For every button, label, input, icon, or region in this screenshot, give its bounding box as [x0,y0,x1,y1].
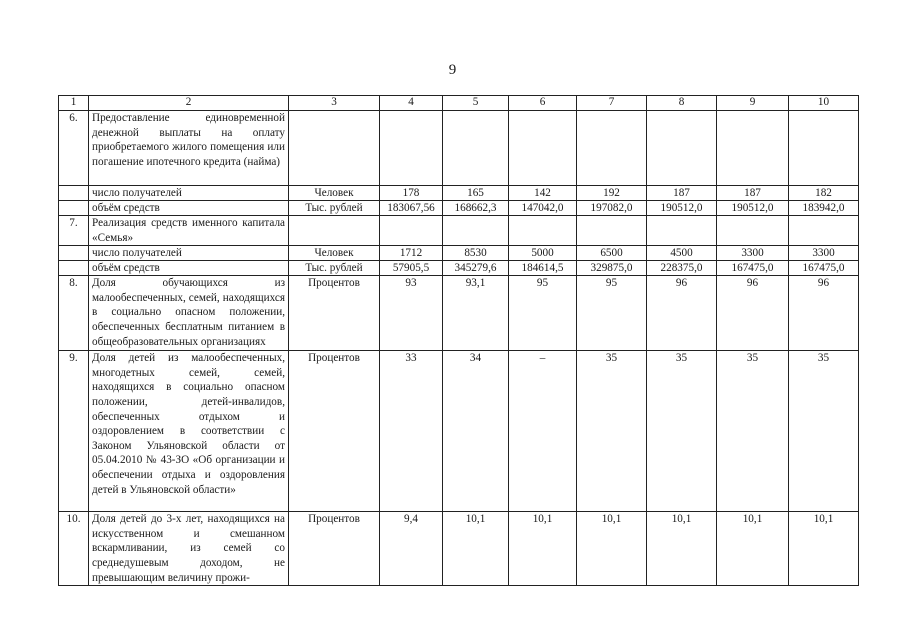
value-cell: 5000 [509,246,577,261]
row-number: 6. [59,111,89,186]
row-number: 10. [59,512,89,586]
column-header: 7 [577,96,647,111]
subrow-label: число получателей [89,246,289,261]
unit-cell: Процентов [289,351,380,512]
column-header: 8 [647,96,717,111]
value-cell: 183942,0 [789,201,859,216]
subrow-label: объём средств [89,261,289,276]
value-cell: 93 [380,276,443,351]
row-number: 9. [59,351,89,512]
subrow-label: число получателей [89,186,289,201]
value-cell: 168662,3 [443,201,509,216]
page-number: 9 [448,62,457,78]
subrow-label: объём средств [89,201,289,216]
value-cell: 178 [380,186,443,201]
column-header: 4 [380,96,443,111]
column-header: 5 [443,96,509,111]
value-cell: 95 [509,276,577,351]
unit-cell: Тыс. рублей [289,201,380,216]
value-cell: 57905,5 [380,261,443,276]
value-cell: – [509,351,577,512]
value-cell: 183067,56 [380,201,443,216]
value-cell: 10,1 [647,512,717,586]
value-cell: 190512,0 [717,201,789,216]
value-cell: 345279,6 [443,261,509,276]
value-cell: 184614,5 [509,261,577,276]
value-cell: 167475,0 [717,261,789,276]
value-cell: 187 [647,186,717,201]
value-cell: 190512,0 [647,201,717,216]
column-header: 6 [509,96,577,111]
value-cell: 34 [443,351,509,512]
value-cell: 96 [647,276,717,351]
value-cell: 3300 [717,246,789,261]
value-cell: 147042,0 [509,201,577,216]
table-subrow [59,186,859,201]
value-cell: 10,1 [789,512,859,586]
value-cell: 93,1 [443,276,509,351]
value-cell: 35 [577,351,647,512]
value-cell: 167475,0 [789,261,859,276]
unit-cell: Процентов [289,512,380,586]
value-cell: 10,1 [577,512,647,586]
value-cell: 187 [717,186,789,201]
indicator-name: Реализация средств именного капитала «Семья» [89,216,289,246]
indicator-name: Доля детей до 3-х лет, находящихся на искусственном и смешанном вскармливании, из семей со среднедушевым доходом, не превышающим величину прожи- [89,512,289,586]
table-row [59,351,859,512]
indicator-name: Доля обучающихся из малообеспеченных, семей, находящихся в социально опасном положении, обеспеченных бесплатным питанием в общеобразовательных организациях [89,276,289,351]
column-header: 10 [789,96,859,111]
value-cell: 33 [380,351,443,512]
value-cell: 142 [509,186,577,201]
value-cell: 96 [789,276,859,351]
indicator-name: Доля детей из малообеспеченных, многодетных семей, семей, находящихся в социально опасном положении, детей-инвалидов, обеспеченных отдыхом и оздоровлением в соответствии с Законом Ульяновской области от 05.04.2010 № 43-ЗО «Об организации и обеспечении отдыха и оздоровления детей в Ульяновской области» [89,351,289,512]
column-header: 9 [717,96,789,111]
value-cell: 329875,0 [577,261,647,276]
value-cell: 4500 [647,246,717,261]
unit-cell: Процентов [289,276,380,351]
value-cell: 35 [647,351,717,512]
value-cell: 192 [577,186,647,201]
indicator-name: Предоставление единовременной денежной выплаты на оплату приобретаемого жилого помещения или погашение ипотечного кредита (найма) [89,111,289,186]
value-cell: 165 [443,186,509,201]
value-cell: 3300 [789,246,859,261]
value-cell: 10,1 [509,512,577,586]
value-cell: 182 [789,186,859,201]
table-subrow [59,201,859,216]
value-cell: 6500 [577,246,647,261]
table-subrow [59,246,859,261]
indicators-table [58,95,859,586]
table-row [59,216,859,246]
table-row [59,111,859,186]
value-cell: 10,1 [443,512,509,586]
value-cell: 95 [577,276,647,351]
row-number: 8. [59,276,89,351]
value-cell: 35 [717,351,789,512]
row-number: 7. [59,216,89,246]
column-header: 1 [59,96,89,111]
unit-cell: Человек [289,246,380,261]
table-row [59,276,859,351]
value-cell: 10,1 [717,512,789,586]
value-cell: 9,4 [380,512,443,586]
column-header: 2 [89,96,289,111]
value-cell: 197082,0 [577,201,647,216]
table-subrow [59,261,859,276]
unit-cell: Человек [289,186,380,201]
column-header: 3 [289,96,380,111]
value-cell: 8530 [443,246,509,261]
value-cell: 1712 [380,246,443,261]
value-cell: 35 [789,351,859,512]
value-cell: 228375,0 [647,261,717,276]
value-cell: 96 [717,276,789,351]
table-row [59,512,859,586]
unit-cell: Тыс. рублей [289,261,380,276]
column-number-row [59,96,859,111]
